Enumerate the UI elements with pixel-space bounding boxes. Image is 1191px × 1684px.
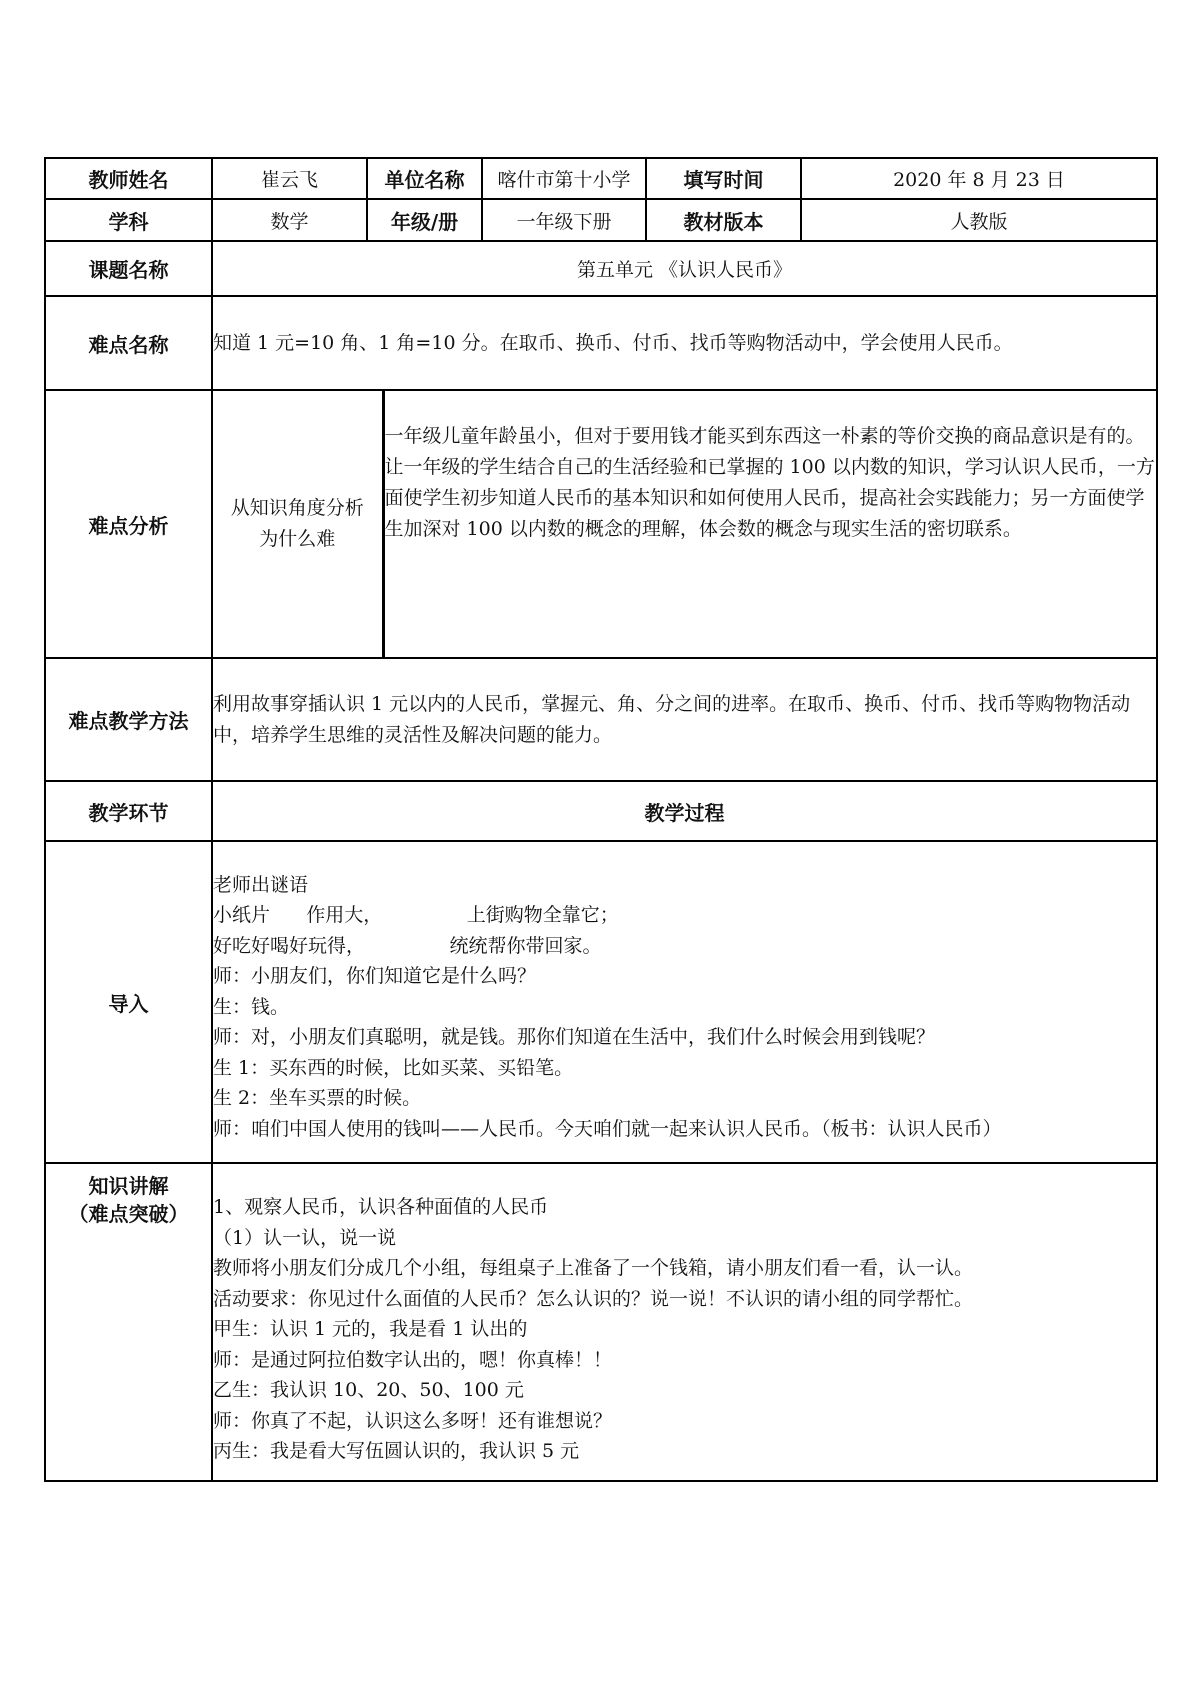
intro-content (212, 841, 1157, 1163)
header-row-1 (45, 158, 1157, 199)
fill-date-label: 填写时间 (646, 158, 801, 199)
analysis-content-cell (212, 390, 1157, 658)
intro-line: 师：咱们中国人使用的钱叫——人民币。今天咱们就一起来认识人民币。（板书：认识人民币） (213, 1117, 1002, 1140)
intro-label: 导入 (45, 841, 212, 1163)
knowledge-label-line1: 知识讲解 (88, 1174, 169, 1198)
knowledge-line: 甲生：认识 1 元的，我是看 1 认出的 (213, 1318, 528, 1340)
unit-name-value: 喀什市第十小学 (482, 158, 646, 199)
method-row (45, 658, 1157, 781)
intro-line: 生 1：买东西的时候，比如买菜、买铅笔。 (213, 1056, 574, 1079)
knowledge-line: 师：是通过阿拉伯数字认出的，嗯！你真棒！！ (213, 1348, 613, 1371)
knowledge-line: 1、观察人民币，认识各种面值的人民币 (213, 1196, 549, 1218)
intro-line: 生 2：坐车买票的时候。 (213, 1087, 422, 1110)
subject-label: 学科 (45, 199, 212, 241)
knowledge-line: 丙生：我是看大写伍圆认识的，我认识 5 元 (213, 1440, 580, 1462)
analysis-text: 一年级儿童年龄虽小，但对于要用钱才能买到东西这一朴素的等价交换的商品意识是有的。让一年级的学生结合自己的生活经验和已掌握的 100 以内数的知识，学习认识人民币，一方面使学生初步知道人民币的基本知识和如何使用人民币，提高社会实践能力；另一方面使学生加深对 100 以内数的概念的理解，体会数的概念与现实生活的密切联系。 (384, 425, 1155, 540)
topic-value: 第五单元 《认识人民币》 (212, 241, 1157, 296)
process-stage-label: 教学环节 (45, 781, 212, 841)
difficulty-label: 难点名称 (45, 296, 212, 390)
topic-row (45, 241, 1157, 296)
knowledge-line: 活动要求：你见过什么面值的人民币？怎么认识的？说一说！不认识的请小组的同学帮忙。 (213, 1287, 974, 1310)
intro-row (45, 841, 1157, 1163)
difficulty-value: 知道 1 元=10 角、1 角=10 分。在取币、换币、付币、找币等购物活动中，学会使用人民币。 (212, 296, 1157, 390)
knowledge-line: 教师将小朋友们分成几个小组，每组桌子上准备了一个钱箱，请小朋友们看一看，认一认。 (213, 1257, 974, 1279)
process-header-row (45, 781, 1157, 841)
knowledge-line: 乙生：我认识 10、20、50、100 元 (213, 1379, 524, 1401)
process-title: 教学过程 (212, 781, 1157, 841)
intro-line: 老师出谜语 (213, 873, 309, 896)
teacher-name-label: 教师姓名 (45, 158, 212, 199)
knowledge-line: 师：你真了不起，认识这么多呀！还有谁想说？ (213, 1409, 613, 1432)
knowledge-label-line2: （难点突破） (68, 1202, 189, 1226)
header-row-2 (45, 199, 1157, 241)
lesson-plan-sheet (44, 157, 1156, 1482)
lesson-plan-table (44, 157, 1158, 1482)
subject-value: 数学 (212, 199, 367, 241)
method-text: 利用故事穿插认识 1 元以内的人民币，掌握元、角、分之间的进率。在取币、换币、付币、找币等购物物活动中，培养学生思维的灵活性及解决问题的能力。 (212, 658, 1157, 781)
intro-line: 师：对，小朋友们真聪明，就是钱。那你们知道在生活中，我们什么时候会用到钱呢？ (213, 1026, 936, 1049)
knowledge-row (45, 1163, 1157, 1481)
teacher-name-value: 崔云飞 (212, 158, 367, 199)
intro-line: 好吃好喝好玩得， 统统帮你带回家。 (213, 934, 602, 957)
fill-date-value: 2020 年 8 月 23 日 (801, 158, 1157, 199)
intro-line: 师：小朋友们，你们知道它是什么吗？ (213, 965, 537, 988)
knowledge-content (212, 1163, 1157, 1481)
grade-label: 年级/册 (367, 199, 482, 241)
intro-line: 小纸片 作用大， 上街购物全靠它； (213, 904, 619, 927)
knowledge-label (45, 1163, 212, 1481)
edition-value: 人教版 (801, 199, 1157, 241)
analysis-sub-label: 从知识角度分析为什么难 (213, 391, 383, 657)
topic-label: 课题名称 (45, 241, 212, 296)
knowledge-line: （1）认一认，说一说 (213, 1226, 397, 1249)
unit-name-label: 单位名称 (367, 158, 482, 199)
analysis-row (45, 390, 1157, 658)
intro-line: 生：钱。 (213, 995, 290, 1018)
analysis-label: 难点分析 (45, 390, 212, 658)
analysis-inner-table (213, 391, 1156, 657)
difficulty-row (45, 296, 1157, 390)
method-label: 难点教学方法 (45, 658, 212, 781)
grade-value: 一年级下册 (482, 199, 646, 241)
edition-label: 教材版本 (646, 199, 801, 241)
